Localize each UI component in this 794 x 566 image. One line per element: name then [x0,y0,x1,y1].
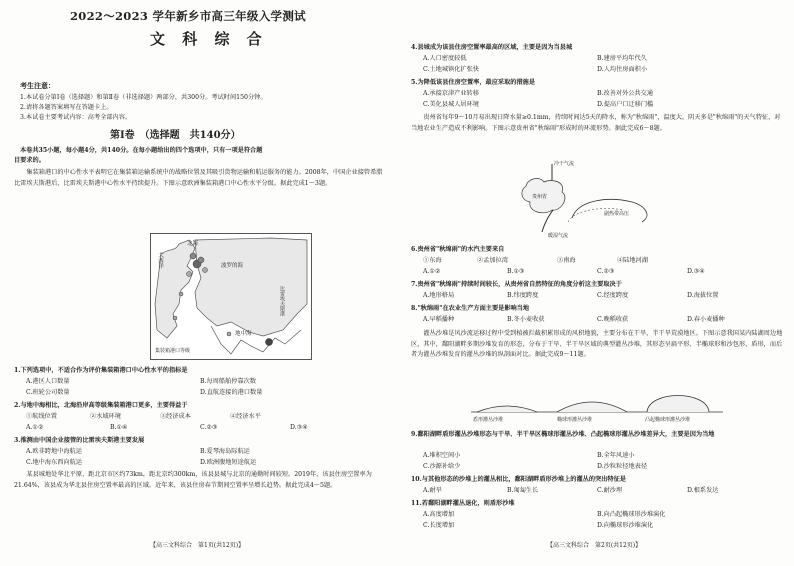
option: B.全年风速小 [597,452,635,459]
section-instruction: 目要求的。 [14,157,45,164]
map-legend: 集装箱港口等级 [155,348,191,354]
option: C.沙源补给少 [423,463,461,470]
notice-item: 1.本试卷分第Ⅰ卷（选择题）和第Ⅱ卷（非选择题）两部分，共300分。考试时间150分钟。 [20,94,267,101]
option: B.建房平均年代久 [597,55,647,62]
option: A.①② [423,268,441,275]
question-stem: 8."秋绵雨"在农业生产方面主要是影响当地 [411,305,530,312]
map-label: 北海 [187,241,199,247]
question-stem: 9.鄱阳湖畔盾形灌丛沙堆形态与干旱、半干旱区椭球形灌丛沙堆、凸起椭球形灌丛沙堆差异大，主要是因为当地 [411,431,715,438]
notice-heading: 考生注意： [20,81,55,90]
option: D.向椭球形沙堆演化 [597,522,654,529]
option: B.改善对外公共交通 [597,90,654,97]
option: ①东海 [423,257,442,264]
option: A.人口密度较低 [423,55,467,62]
option: B.每周船舶停靠次数 [200,378,257,385]
question-stem: 5.为降低该县住房空置率，最应采取的措施是 [411,79,536,86]
option: B.纬度跨度 [507,292,539,299]
map-label: 大西洋 [157,252,163,269]
option: A.耐旱 [423,487,442,494]
page-footer: 【高三文科综合 第1页(共12页)】 [150,542,245,549]
option: ②孟加拉湾 [477,257,508,264]
option: ④经济水平 [230,413,261,420]
option: B.①④ [110,424,128,431]
option: D.提高户口迁移门槛 [597,101,654,108]
section-instruction: 本卷共35小题，每小题4分，共140分。在每小题给出的四个选项中，只有一项是符合题 [20,147,263,154]
option: C.美化县城人居环境 [423,101,479,108]
notice-item: 2.请将各题答案填写在答题卡上。 [20,104,113,111]
option: A.早稻播种 [423,316,455,323]
option: C.地中海东西向航运 [26,459,82,466]
option: B.爱琴海岛际航运 [200,448,250,455]
dune-shape-label: 椭球形灌丛沙堆 [557,417,593,423]
question-stem: 11.若鄱阳湖畔灌丛退化，则盾形沙堆 [411,500,515,507]
option: C.班轮公司数量 [26,389,70,396]
diagram-label: 冷干气流 [554,161,575,167]
passage-containers: 集装箱港口的中心性水平表明它在集装箱运输系统中的战略位置及其吸引货物运输和航运服务的能力。2008年，中国企业接管希腊比雷埃夫斯港后，比雷埃夫斯港中心性水平持续提升。下图示意欧洲集装箱港口中心性水平分级。据此完成1～3题。 [14,169,383,187]
option: B.①③ [507,268,525,275]
option: D.沙粒粒径地表径 [597,463,648,470]
option: A.欧非跨地中海航运 [26,448,82,455]
option: C.晚稻收获 [597,316,629,323]
option: C.②③ [597,268,615,275]
option: ④陆地河湖 [617,257,648,264]
option: C.土地城镇化扩张快 [423,66,479,73]
question-stem: 7.贵州省"秋绵雨"持续时间较长，从贵州省自然特征的角度分析这主要取决于 [411,281,622,288]
exam-title: 2022～2023 学年新乡市高三年级入学测试 [70,9,306,23]
circulation-diagram [512,160,682,240]
passage-dunes: 灌丛沙堆是风沙流运移过程中受到植被拦截积累形成的风积地貌，主要分布在干旱、半干旱荒漠地区。下图示意我国某内陆湖周边地区，其中，鄱阳湖畔多期沙堆发育的形态，分布于干旱、半干旱区域的典型灌丛沙堆，其形态呈扁平形、半椭球形和沙包形、盾形，而后者为灌丛沙堆发育的灌丛沙堆的纵剖面对比。据此完成9～11题。 [411,330,783,358]
option: A.地形格局 [423,292,455,299]
option: D.③④ [290,424,308,431]
option: B.向凸起椭球形沙堆演化 [597,511,666,518]
map-label: 波罗的海 [221,263,244,269]
page-footer: 【高三文科综合 第2页(共12页)】 [547,542,642,549]
question-stem: 10.与其他形态的沙堆上的灌丛相比，鄱阳湖畔盾形沙堆上的灌丛的突出特征是 [411,476,626,483]
dune-profile-figure [467,388,727,426]
dune-shape-label: 凸起椭球形灌丛沙堆 [645,417,691,423]
option: ①航线位置 [26,413,57,420]
diagram-label: 贵州省 [532,194,548,200]
option: C.②③ [200,424,218,431]
option: D.根系发达 [687,487,719,494]
option: C.耐沙埋 [597,487,623,494]
option: A.港区人口数量 [26,378,70,385]
question-stem: 6.贵州省"秋绵雨"的水汽主要来自 [411,246,505,253]
section-title: 第Ⅰ卷 （选择题 共140分） [110,130,241,141]
map-label: 比雷埃夫斯港 [279,286,285,316]
option: ②水域环境 [90,413,121,420]
passage-autumn-rain: 贵州省每年9～10月易出现日降水量≥0.1mm，持续时间达5天的降水，称为"秋绵雨"，温度大，阴天多是"秋绵雨"的天气特征，对当地农业生产造成不利影响。下图示意贵州省"秋绵雨"形成时的环流形势。据此完成6～8题。 [411,114,781,132]
option: C.经度跨度 [597,292,629,299]
map-label: 地中海 [235,331,252,337]
exam-subtitle: 文 科 综 合 [150,30,268,48]
option: D.③④ [687,268,705,275]
option: C.长度增加 [423,522,455,529]
option: ③南海 [557,257,576,264]
option: A.堆积空间小 [423,452,461,459]
dune-shape-label: 盾形灌丛沙堆 [473,417,504,423]
question-stem: 1.下列选项中，不适合作为评价集装箱港口中心性水平的指标是 [14,367,188,374]
exam-page-2 [397,0,794,566]
option: D.直航连接的港口数量 [200,389,263,396]
option: D.海拔位置 [687,292,719,299]
option: A.高度增加 [423,511,455,518]
notice-item: 3.本试卷主要考试内容：高考全部内容。 [20,114,132,121]
option: ③经济成本 [160,413,191,420]
europe-port-map [150,233,312,360]
option: D.人均住房面积小 [597,66,648,73]
option: A.①② [26,424,44,431]
option: A.承接京津产业转移 [423,90,479,97]
question-stem: 3.推测由中国企业接管的比雷埃夫斯港主要发展 [14,437,145,444]
passage-housing: 某县城地处华北平原，距北京市区约73km，距北京约300km，该县县城与北京的通勤时间较短。2019年，该县住房空置率为21.64%，该县成为华北县住房空置率最高的区域。近年来，该县住房春节期间空置率呈增长趋势。据此完成4～5题。 [14,471,372,489]
option: D.春小麦播种 [687,316,725,323]
option: D.欧洲腹地短途航运 [200,459,257,466]
diagram-label: 副热带高压 [604,211,630,217]
question-stem: 2.与地中海相比，北海沿岸高等级集装箱港口更多，主要得益于 [14,402,188,409]
option: B.冬小麦收获 [507,316,545,323]
diagram-label: 暖湿气流 [548,233,569,239]
option: B.匍匐生长 [507,487,539,494]
question-stem: 4.县城成为该县住房空置率最高的区域，主要是因为当县城 [411,44,573,51]
